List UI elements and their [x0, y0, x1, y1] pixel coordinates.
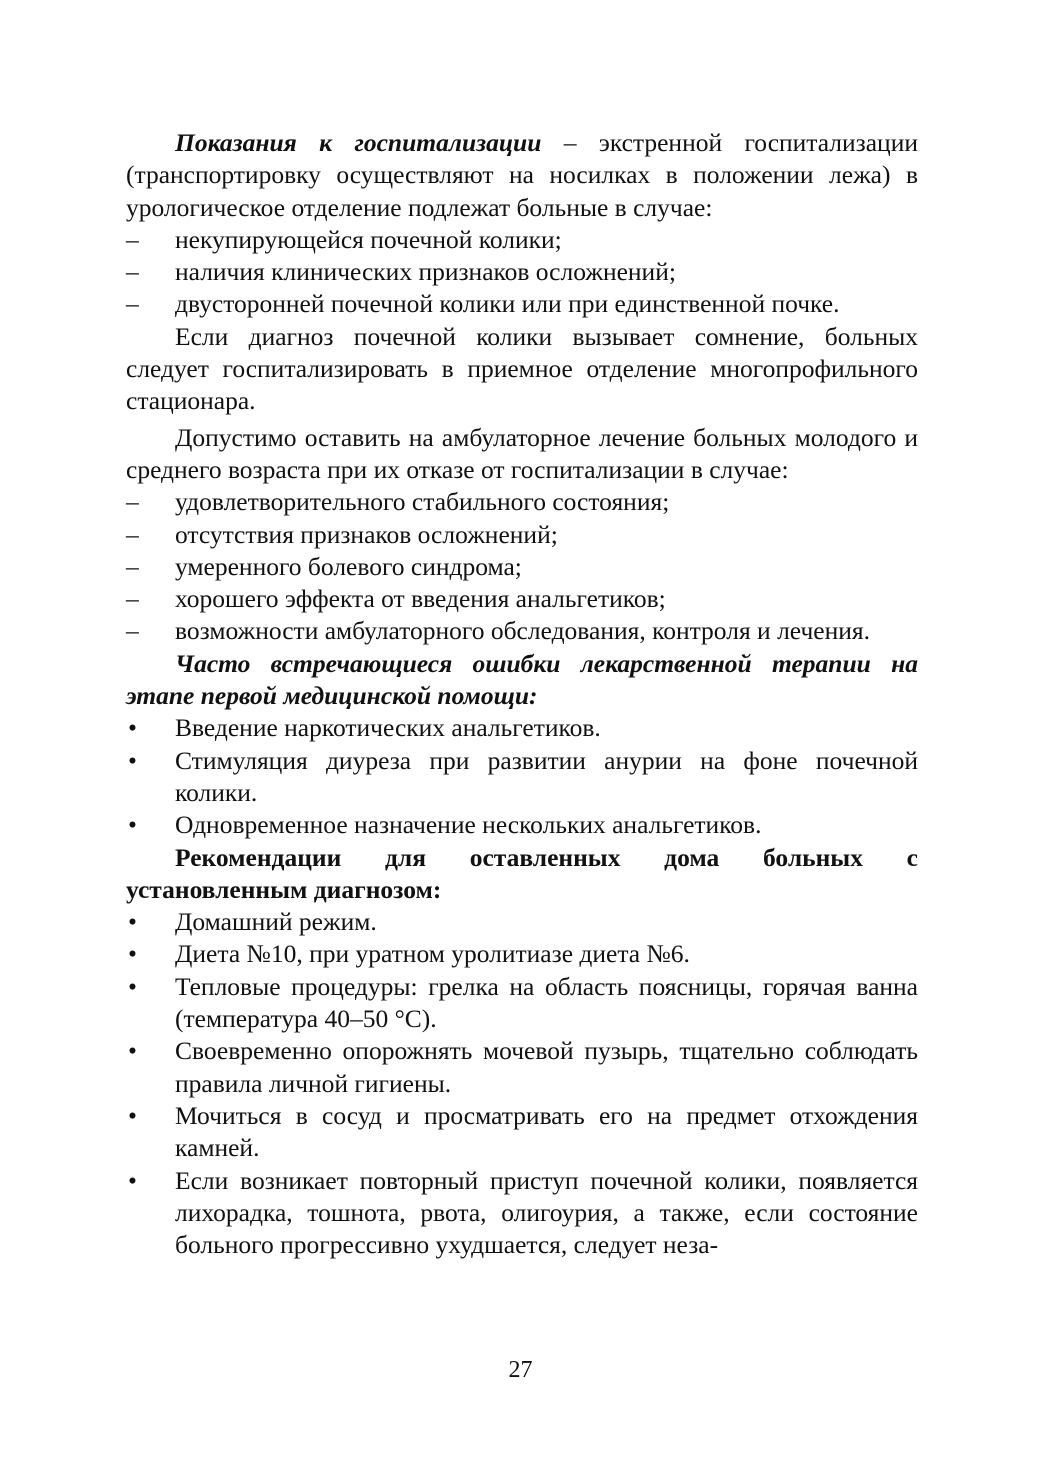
list-item: • Тепловые процедуры: грелка на область поясницы, горячая ванна (температура 40–50 °С). [128, 971, 918, 1034]
list-item: • Диета №10, при уратном уролитиазе диета №6. [126, 938, 918, 970]
hospitalization-heading: Показания к госпитализации [175, 128, 542, 157]
dash-marker: – [126, 224, 139, 254]
hospitalization-paragraph [126, 127, 918, 224]
doubt-paragraph: Если диагноз почечной колики вызывает сомнение, больных следует госпитализировать в приемное отделение многопрофильного стационара. [126, 321, 918, 416]
dash-marker: – [126, 584, 139, 614]
hospitalization-text: – экстренной госпитализации (транспортировку осуществляют на носилках в положении лежа) в урологическое отделение подлежат больные в случае: [126, 128, 919, 222]
list-item: – удовлетворительного стабильного состояния; [126, 486, 918, 518]
bullet-marker: • [128, 1165, 137, 1195]
outpatient-list [126, 486, 918, 647]
list-item: • Если возникает повторный приступ почечной колики, появляется лихорадка, тошнота, рвота, олигоурия, а также, если состояние больного прогрессивно ухудшается, следует неза- [128, 1165, 918, 1260]
dash-marker: – [126, 616, 139, 646]
page-number: 27 [508, 1357, 533, 1383]
list-item: – умеренного болевого синдрома; [126, 551, 918, 583]
errors-heading: Часто встречающиеся ошибки лекарственной терапии на этапе первой медицинской помощи: [126, 648, 918, 711]
bullet-marker: • [128, 745, 137, 775]
list-item: – двусторонней почечной колики или при единственной почке. [126, 288, 918, 320]
bullet-marker: • [128, 1036, 137, 1066]
dash-marker: – [126, 289, 139, 319]
bullet-marker: • [128, 907, 137, 937]
page-content [126, 127, 918, 1261]
recommendations-heading: Рекомендации для оставленных дома больных с установленным диагнозом: [126, 842, 918, 904]
dash-marker: – [126, 487, 139, 517]
outpatient-paragraph: Допустимо оставить на амбулаторное лечение больных молодого и среднего возраста при их отказе от госпитализации в случае: [126, 422, 918, 484]
bullet-marker: • [128, 939, 137, 969]
list-item: • Введение наркотических анальгетиков. [126, 712, 918, 744]
bullet-marker: • [128, 713, 137, 743]
bullet-marker: • [128, 1100, 137, 1130]
list-item: • Стимуляция диуреза при развитии анурии на фоне почечной колики. [128, 745, 918, 807]
list-item: • Мочиться в сосуд и просматривать его на предмет отхождения камней. [128, 1100, 918, 1163]
hospitalization-list [126, 224, 918, 321]
list-item: – возможности амбулаторного обследования, контроля и лечения. [126, 615, 918, 647]
dash-marker: – [126, 519, 139, 549]
list-item: – некупирующейся почечной колики; [126, 224, 918, 256]
list-item: – отсутствия признаков осложнений; [126, 519, 918, 551]
list-item: – хорошего эффекта от введения анальгетиков; [126, 583, 918, 615]
list-item: • Одновременное назначение нескольких анальгетиков. [126, 809, 918, 841]
bullet-marker: • [128, 971, 137, 1001]
list-item: • Своевременно опорожнять мочевой пузырь, тщательно соблюдать правила личной гигиены. [128, 1036, 918, 1098]
list-item: – наличия клинических признаков осложнений; [126, 256, 918, 288]
dash-marker: – [126, 257, 139, 287]
list-item: • Домашний режим. [126, 906, 918, 938]
recommendations-list [126, 906, 918, 1261]
bullet-marker: • [128, 810, 137, 840]
dash-marker: – [126, 551, 139, 581]
errors-list [126, 712, 918, 841]
